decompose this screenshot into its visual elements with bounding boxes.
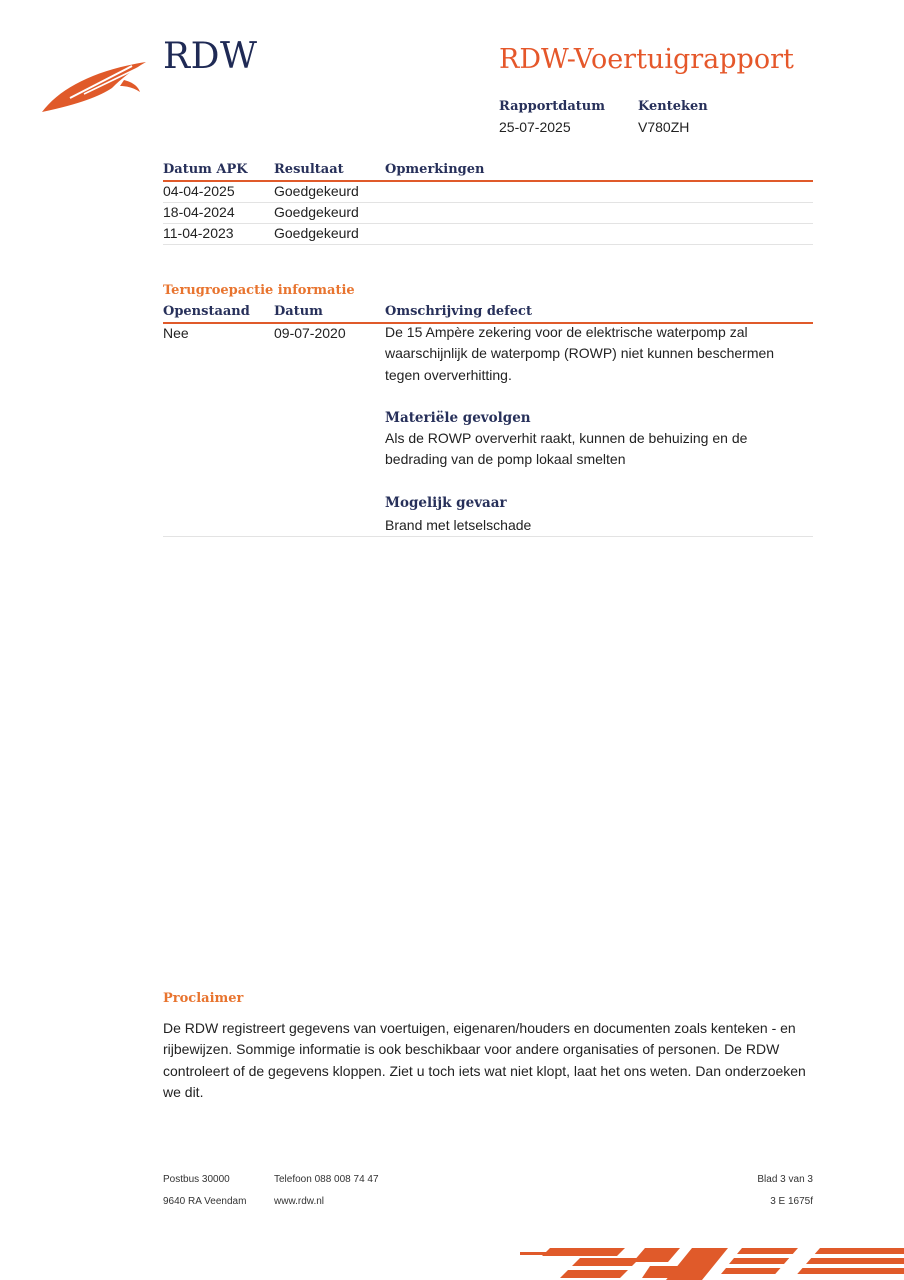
footer-document-code: 3 E 1675f [770, 1196, 813, 1207]
danger-heading: Mogelijk gevaar [385, 495, 507, 511]
recall-openstaand: Nee [163, 325, 189, 341]
rapportdatum-value: 25-07-2025 [499, 119, 571, 135]
recall-description [385, 322, 813, 386]
recall-datum: 09-07-2020 [274, 325, 346, 341]
proclaimer-title: Proclaimer [163, 991, 244, 1006]
apk-header-datum: Datum APK [163, 162, 248, 177]
apk-row-2-resultaat: Goedgekeurd [274, 204, 359, 220]
apk-header-divider [163, 180, 813, 182]
recall-description-line: De 15 Ampère zekering voor de elektrische waterpomp zal [385, 324, 748, 340]
apk-row-divider [163, 202, 813, 203]
consequences-heading: Materiële gevolgen [385, 410, 531, 426]
proclaimer-line: rijbewijzen. Sommige informatie is ook beschikbaar voor andere organisaties of personen. De RDW [163, 1041, 780, 1058]
consequences-line: bedrading van de pomp lokaal smelten [385, 451, 626, 468]
consequences-text [385, 428, 813, 471]
decorative-stripes-icon [520, 1244, 904, 1280]
apk-row-1-resultaat: Goedgekeurd [274, 183, 359, 199]
footer-website[interactable]: www.rdw.nl [274, 1196, 325, 1207]
kenteken-value: V780ZH [638, 119, 690, 135]
apk-row-3-resultaat: Goedgekeurd [274, 225, 359, 241]
page-title: RDW-Voertuigrapport [499, 44, 794, 75]
apk-row-1-datum: 04-04-2025 [163, 183, 235, 199]
danger-text: Brand met letselschade [385, 517, 532, 533]
proclaimer-line: we dit. [163, 1084, 204, 1101]
recall-header-openstaand: Openstaand [163, 304, 250, 319]
proclaimer-text [163, 1018, 813, 1104]
apk-header-resultaat: Resultaat [274, 162, 344, 177]
proclaimer-line: controleert of de gegevens kloppen. Ziet u toch iets wat niet klopt, laat het ons weten. Dan onderzoeken [163, 1062, 806, 1079]
kenteken-label: Kenteken [638, 99, 708, 114]
footer-city: 9640 RA Veendam [163, 1196, 247, 1207]
rapportdatum-label: Rapportdatum [499, 99, 605, 114]
apk-row-divider [163, 223, 813, 224]
brand-name: RDW [163, 36, 258, 77]
apk-row-2-datum: 18-04-2024 [163, 204, 235, 220]
footer-telefoon: Telefoon 088 008 74 47 [274, 1174, 379, 1185]
recall-description-line: waarschijnlijk de waterpomp (ROWP) niet kunnen beschermen [385, 345, 775, 362]
apk-row-3-datum: 11-04-2023 [163, 225, 234, 241]
recall-section-title: Terugroepactie informatie [163, 283, 355, 298]
proclaimer-line: De RDW registreert gegevens van voertuigen, eigenaren/houders en documenten zoals kenteken - en [163, 1020, 796, 1036]
rdw-logo-icon [40, 58, 150, 116]
footer-page-number: Blad 3 van 3 [757, 1174, 813, 1185]
recall-row-divider [163, 536, 813, 537]
footer-postbus: Postbus 30000 [163, 1174, 230, 1185]
recall-description-line: tegen oververhitting. [385, 366, 512, 383]
apk-header-opmerkingen: Opmerkingen [385, 162, 485, 177]
recall-header-datum: Datum [274, 304, 323, 319]
apk-row-divider [163, 244, 813, 245]
consequences-line: Als de ROWP oververhit raakt, kunnen de behuizing en de [385, 430, 748, 446]
recall-header-omschrijving: Omschrijving defect [385, 304, 532, 319]
